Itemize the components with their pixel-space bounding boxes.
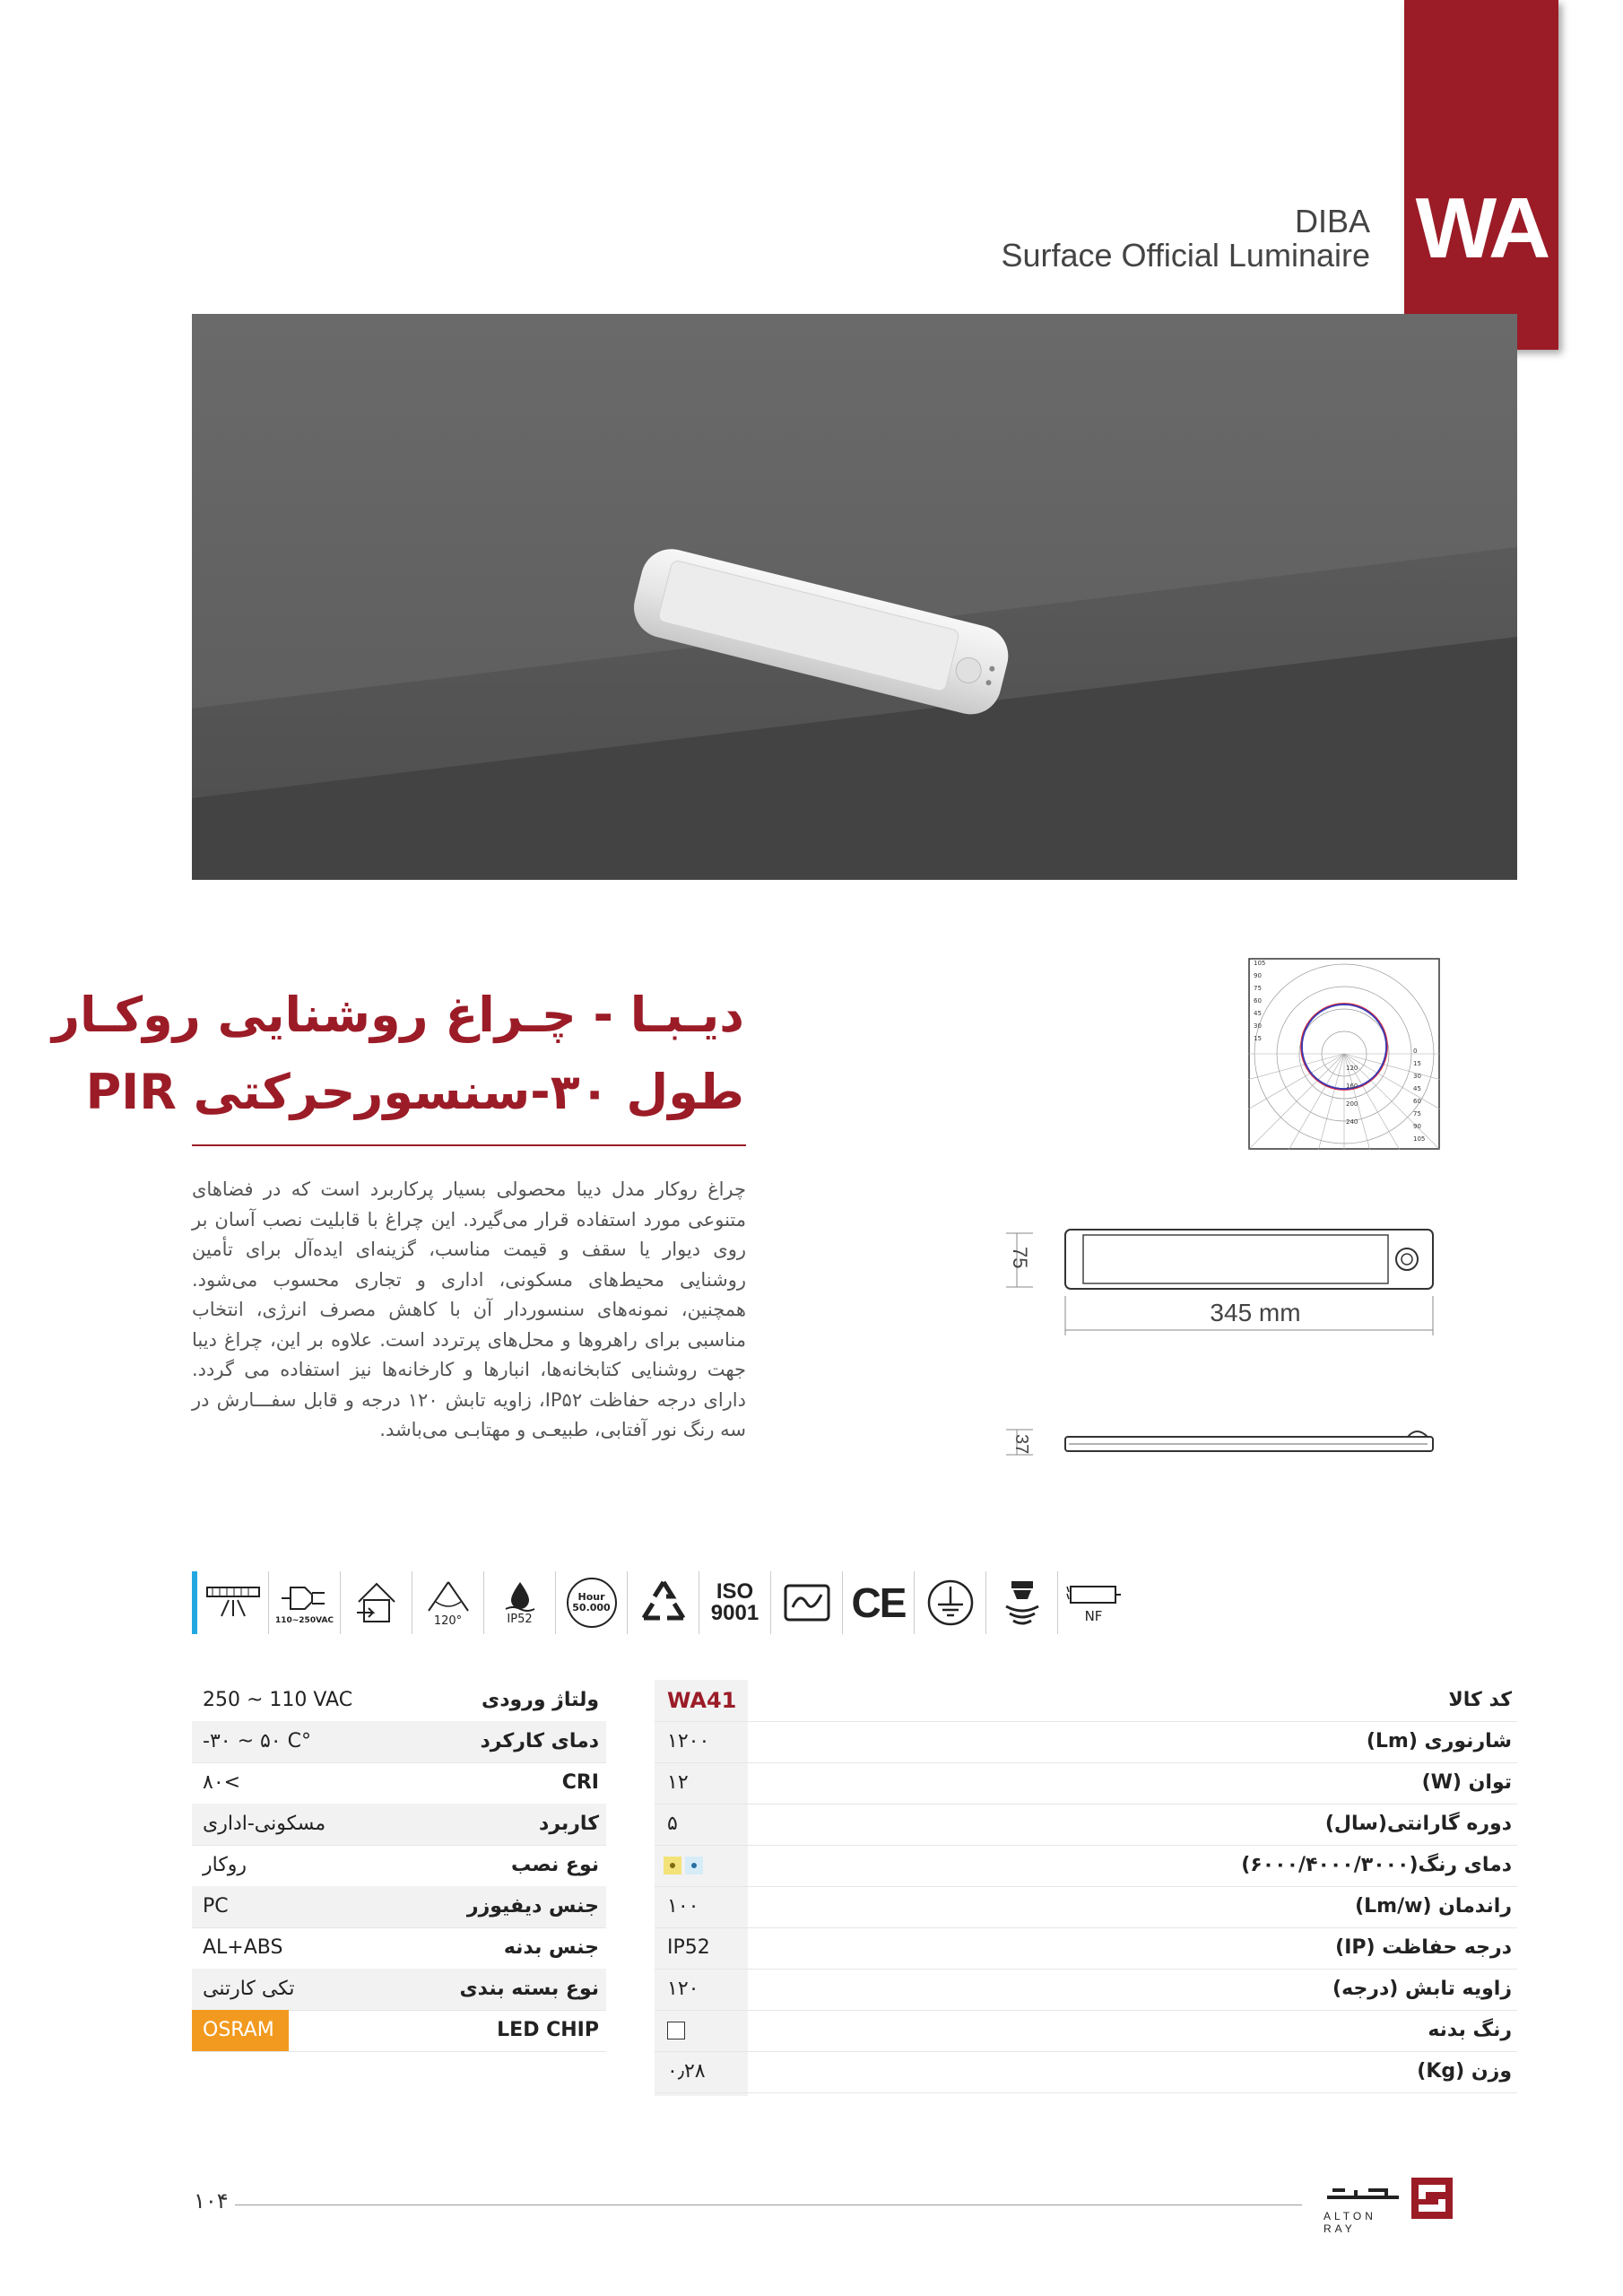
spec-row-input-voltage: [192, 1680, 606, 1722]
polar-angle-label: 60: [1413, 1098, 1421, 1105]
spec-row-product-code: [655, 1680, 1517, 1722]
recycle-icon: [628, 1571, 699, 1634]
spec-row-luminous-flux: [655, 1721, 1517, 1763]
color-temperature-swatches: [664, 1845, 703, 1886]
ip-rating-label: IP52: [507, 1612, 533, 1626]
spec-value: ۱۰۰: [667, 1895, 699, 1918]
spec-label: جنس دیفیوزر: [466, 1895, 599, 1918]
lifetime-hours-icon: [556, 1571, 628, 1634]
product-title-line1: دیـبـا - چـراغ روشنایی روکـار: [51, 987, 744, 1043]
depth-dimension-label: 37: [1011, 1433, 1031, 1455]
spec-value: ۱۲۰۰: [667, 1730, 710, 1752]
spec-row-beam-angle: [655, 1969, 1517, 2011]
polar-radius-label: 240: [1346, 1118, 1358, 1126]
spec-table-secondary: [192, 1680, 606, 2051]
spec-row-warranty: [655, 1804, 1517, 1846]
polar-angle-label: 90: [1413, 1123, 1421, 1130]
indoor-home-icon: [341, 1571, 412, 1634]
dimension-drawing-side: [1006, 1424, 1445, 1460]
lifetime-hours-label: Hour 50.000: [567, 1578, 617, 1628]
body-color-swatch: [667, 2022, 685, 2039]
non-flammable-icon: [1058, 1571, 1129, 1634]
beam-angle-label: 120°: [433, 1613, 463, 1628]
polar-radius-label: 120: [1346, 1065, 1358, 1072]
spec-value: PC: [203, 1895, 229, 1918]
page-number: ۱۰۴: [194, 2188, 229, 2213]
spec-value: ۵: [667, 1813, 678, 1835]
feature-icons-row: [192, 1571, 1103, 1634]
spec-value: -۳۰ ~ ۵۰ C°: [203, 1730, 311, 1752]
polar-radius-label: 200: [1346, 1100, 1358, 1108]
beam-angle-icon: [412, 1571, 484, 1634]
spec-label: توان (W): [1421, 1771, 1512, 1794]
spec-label: دمای رنگ(۶۰۰۰/۴۰۰۰/۳۰۰۰): [1241, 1854, 1512, 1876]
series-code-tab: [1404, 0, 1558, 350]
spec-value: ۱۲۰: [667, 1978, 699, 2000]
motion-sensor-icon: [986, 1571, 1058, 1634]
spec-value: روکار: [203, 1854, 247, 1876]
polar-angle-label: 30: [1413, 1073, 1421, 1080]
polar-angle-label: 105: [1413, 1135, 1426, 1143]
polar-angle-label: 15: [1413, 1060, 1421, 1067]
spec-value: AL+ABS: [203, 1936, 283, 1959]
spec-row-application: [192, 1804, 606, 1846]
spec-label: جنس بدنه: [503, 1936, 599, 1959]
polar-angle-label: 75: [1254, 985, 1262, 992]
spec-row-ip-rating: [655, 1927, 1517, 1970]
spec-value: 250 ~ 110 VAC: [203, 1689, 353, 1711]
spec-value: ۰٫۲۸: [667, 2060, 706, 2083]
non-flammable-label: NF: [1084, 1608, 1103, 1624]
color-swatch-dot: [691, 1863, 697, 1868]
spec-value: IP52: [667, 1936, 710, 1959]
spec-table-main: [655, 1680, 1517, 2096]
spec-label: کد کالا: [1448, 1689, 1512, 1711]
ce-mark-label: CE: [851, 1579, 906, 1626]
product-photo: [192, 314, 1517, 880]
spec-label: رنگ بدنه: [1428, 2019, 1512, 2041]
spec-row-body-material: [192, 1927, 606, 1970]
alton-ray-logo: [1324, 2174, 1458, 2235]
spec-row-led-chip: [192, 2010, 606, 2052]
spec-label: زاویه تابش (درجه): [1332, 1978, 1512, 2000]
product-code-value: WA41: [667, 1688, 737, 1713]
ground-earth-icon: [915, 1571, 986, 1634]
spec-row-cri: [192, 1762, 606, 1805]
power-plug-icon: [269, 1571, 341, 1634]
series-code: WA: [1415, 180, 1548, 276]
spec-value: ۱۲: [667, 1771, 689, 1794]
polar-diagram: [1248, 958, 1440, 1150]
spec-row-packaging: [192, 1969, 606, 2011]
spec-label: نوع بسته بندی: [459, 1978, 599, 2000]
color-swatch-cool: [685, 1857, 703, 1874]
spec-row-mounting-type: [192, 1845, 606, 1887]
linear-fixture-icon: [192, 1571, 269, 1634]
spec-label: وزن (Kg): [1417, 2060, 1512, 2083]
title-divider: [192, 1144, 746, 1146]
product-photo-illustration: [192, 314, 1517, 880]
standard-mark-icon: [771, 1571, 843, 1634]
iso-9001-icon: [699, 1571, 771, 1634]
product-title-line2: طول ۳۰-سنسورحرکتی PIR: [85, 1064, 744, 1120]
spec-row-efficacy: [655, 1886, 1517, 1928]
height-dimension-label: 75: [1009, 1246, 1031, 1269]
spec-label: درجه حفاظت (IP): [1335, 1936, 1512, 1959]
polar-radius-label: 160: [1346, 1083, 1358, 1090]
spec-row-power: [655, 1762, 1517, 1805]
color-swatch-warm: [664, 1857, 681, 1874]
color-swatch-dot: [670, 1863, 675, 1868]
polar-angle-label: 75: [1413, 1110, 1421, 1118]
spec-label: کاربرد: [539, 1813, 599, 1835]
spec-value: ۸۰<: [203, 1771, 241, 1794]
polar-angle-label: 105: [1254, 960, 1266, 967]
spec-row-body-color: [655, 2010, 1517, 2052]
brand-name-en: ALTON RAY: [1324, 2210, 1376, 2235]
spec-label: دوره گارانتی(سال): [1324, 1813, 1512, 1835]
ce-mark-icon: [843, 1571, 915, 1634]
spec-label: CRI: [561, 1771, 599, 1794]
spec-value: مسکونی-اداری: [203, 1813, 326, 1835]
spec-row-weight: [655, 2051, 1517, 2093]
polar-angle-label: 0: [1413, 1048, 1418, 1055]
polar-angle-label: 45: [1254, 1010, 1262, 1017]
spec-row-diffuser-material: [192, 1886, 606, 1928]
product-description: چراغ روکار مدل دیبا محصولی بسیار پرکاربرد است که در فضاهای متنوعی مورد استفاده قرار می‌گیرد. این چراغ با قابلیت نصب آسان بر روی دیوار یا سقف و قیمت مناسب، گزینه‌ای ایده‌آل برای تأمین روشنایی محیط‌های مسکونی، اداری و تجاری محسوب می‌شود. همچنین، نمونه‌های سنسوردار آن با کاهش مصرف انرژی، انتخاب مناسبی برای راهروها و محل‌های پرتردد است. علاوه بر این، چراغ دیبا جهت روشنایی کتابخانه‌ها، انبارها و کارخانه‌ها نیز استفاده می گردد. دارای درجه حفاظت IP۵۲، زاویه تابش ۱۲۰ درجه و قابل سفـــارش در سه رنگ نور آفتابی، طبیعـی و مهتابـی می‌باشد.: [192, 1178, 746, 1440]
spec-label: دمای کارکرد: [480, 1730, 599, 1752]
spec-value: تکی کارتنی: [203, 1978, 295, 2000]
spec-label: نوع نصب: [511, 1854, 599, 1876]
product-type-en: Surface Official Luminaire: [1001, 237, 1370, 274]
spec-row-color-temperature: [655, 1845, 1517, 1887]
polar-angle-label: 45: [1413, 1085, 1421, 1092]
spec-label: LED CHIP: [497, 2019, 599, 2041]
iso-9001-label: ISO 9001: [710, 1579, 759, 1625]
polar-angle-label: 15: [1254, 1035, 1262, 1042]
spec-row-operating-temp: [192, 1721, 606, 1763]
spec-label: ولتاژ ورودی: [482, 1689, 599, 1711]
power-plug-label: 110~250VAC: [274, 1616, 334, 1625]
ip-rating-icon: [484, 1571, 556, 1634]
polar-light-distribution: [1248, 958, 1440, 1150]
polar-angle-label: 60: [1254, 997, 1262, 1004]
spec-label: راندمان (Lm/w): [1355, 1895, 1512, 1918]
product-name-en: DIBA: [1294, 203, 1370, 239]
polar-angle-label: 90: [1254, 972, 1262, 979]
side-view-drawing: [1006, 1424, 1445, 1460]
polar-angle-label: 30: [1254, 1022, 1262, 1030]
length-dimension-label: 345 mm: [1210, 1299, 1301, 1326]
body-color-swatch-cell: [667, 2010, 685, 2051]
led-chip-brand-badge: OSRAM: [192, 2010, 289, 2051]
spec-label: شارنوری (Lm): [1366, 1730, 1512, 1752]
